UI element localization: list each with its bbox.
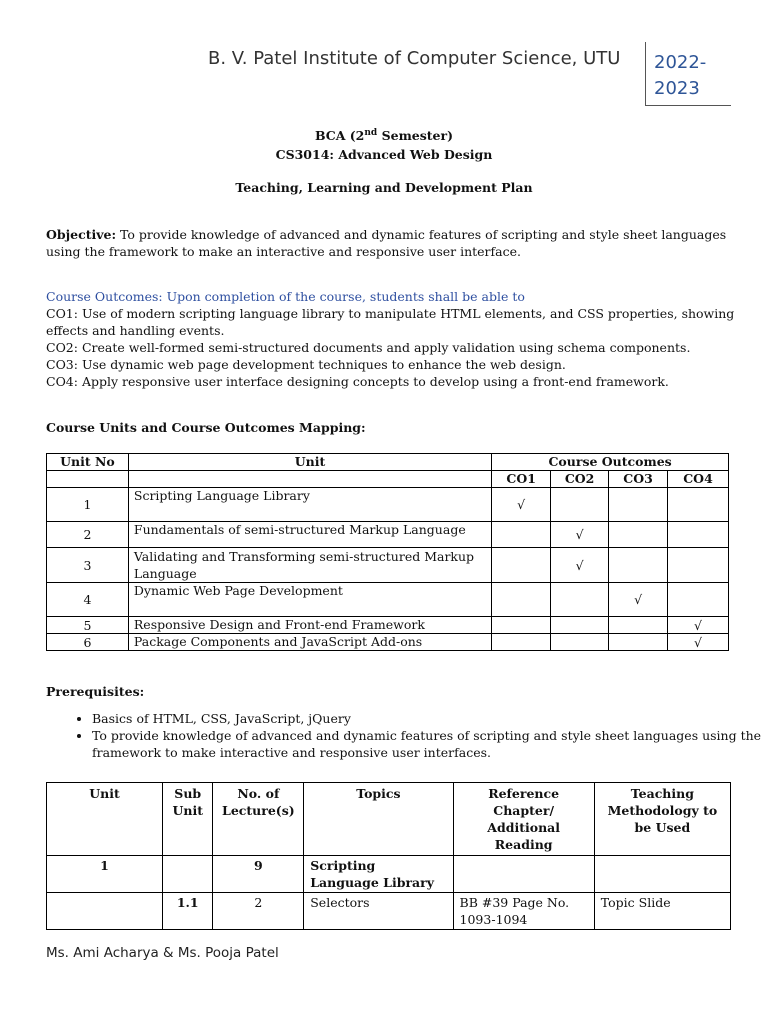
unit-cell: 1: [47, 856, 163, 893]
outcome-item: CO2: Create well-formed semi-structured documents and apply validation using schema components.: [46, 340, 691, 355]
check-mark: √: [551, 548, 609, 583]
header-unit: Unit: [47, 783, 163, 856]
header-methodology: Teaching Methodology to be Used: [594, 783, 730, 856]
header-unit-no: Unit No: [47, 454, 129, 471]
table-row: [47, 634, 729, 651]
table-row: [47, 617, 729, 634]
methodology-cell: Topic Slide: [594, 893, 730, 930]
outcomes-intro: Course Outcomes: Upon completion of the course, students shall be able to: [46, 289, 525, 304]
header-co4: CO4: [668, 471, 729, 488]
sub-unit-cell: 1.1: [163, 893, 213, 930]
program-title: BCA (2nd Semester): [314, 128, 454, 144]
unit-name: Fundamentals of semi-structured Markup Language: [128, 522, 491, 548]
unit-cell: [47, 893, 163, 930]
footer-authors: Ms. Ami Acharya & Ms. Pooja Patel: [46, 945, 279, 961]
table-row: [47, 522, 729, 548]
unit-no: 1: [47, 488, 129, 522]
unit-name: Dynamic Web Page Development: [128, 583, 491, 617]
unit-no: 3: [47, 548, 129, 583]
unit-name: Package Components and JavaScript Add-ons: [128, 634, 491, 651]
objective: [46, 226, 736, 260]
outcome-item: CO3: Use dynamic web page development techniques to enhance the web design.: [46, 357, 566, 372]
lectures-cell: 9: [213, 856, 304, 893]
check-mark: √: [668, 634, 729, 651]
header-divider-horizontal: [645, 105, 731, 106]
table-row: [47, 856, 731, 893]
unit-no: 6: [47, 634, 129, 651]
topic-cell: Selectors: [304, 893, 453, 930]
header-reference: Reference Chapter/ Additional Reading: [453, 783, 594, 856]
academic-year: [654, 50, 714, 102]
check-mark: √: [492, 488, 551, 522]
unit-no: 2: [47, 522, 129, 548]
unit-no: 5: [47, 617, 129, 634]
course-code-title: CS3014: Advanced Web Design: [275, 147, 493, 162]
course-outcomes: [46, 288, 736, 390]
objective-text: To provide knowledge of advanced and dynamic features of scripting and style sheet languages using the framework to make an interactive and responsive user interface.: [46, 227, 727, 259]
methodology-cell: [594, 856, 730, 893]
outcome-item: CO1: Use of modern scripting language library to manipulate HTML elements, and CSS properties, showing effects and handling events.: [46, 306, 735, 338]
lectures-cell: 2: [213, 893, 304, 930]
mapping-heading: Course Units and Course Outcomes Mapping:: [46, 420, 366, 435]
unit-name: Responsive Design and Front-end Framework: [128, 617, 491, 634]
outcomes-mapping-table: [46, 453, 729, 651]
unit-no: 4: [47, 583, 129, 617]
check-mark: √: [551, 522, 609, 548]
table-row: [47, 488, 729, 522]
unit-name: Validating and Transforming semi-structured Markup Language: [128, 548, 491, 583]
table-row: [47, 583, 729, 617]
plan-title: Teaching, Learning and Development Plan: [235, 180, 533, 195]
institute-name: B. V. Patel Institute of Computer Science, UTU: [208, 48, 621, 69]
table-row: [47, 893, 731, 930]
check-mark: √: [668, 617, 729, 634]
academic-year-line1: 2022-: [654, 52, 707, 73]
reference-cell: [453, 856, 594, 893]
sub-unit-cell: [163, 856, 213, 893]
header-topics: Topics: [304, 783, 453, 856]
outcome-item: CO4: Apply responsive user interface designing concepts to develop using a front-end framework.: [46, 374, 669, 389]
table-row: [47, 548, 729, 583]
academic-year-line2: 2023: [654, 78, 700, 99]
header-divider-vertical: [645, 42, 646, 106]
header-co3: CO3: [609, 471, 668, 488]
header-co1: CO1: [492, 471, 551, 488]
check-mark: √: [609, 583, 668, 617]
topic-cell: Scripting Language Library: [304, 856, 453, 893]
header-sub-unit: Sub Unit: [163, 783, 213, 856]
header-unit: Unit: [128, 454, 491, 471]
list-item: • To provide knowledge of advanced and dynamic features of scripting and style sheet languages using the framework to make interactive and responsive user interfaces.: [92, 727, 768, 761]
teaching-plan-table: [46, 782, 731, 930]
header-course-outcomes: Course Outcomes: [492, 454, 729, 471]
prerequisites-heading: Prerequisites:: [46, 684, 145, 699]
reference-cell: BB #39 Page No. 1093-1094: [453, 893, 594, 930]
header-lectures: No. of Lecture(s): [213, 783, 304, 856]
header-co2: CO2: [551, 471, 609, 488]
list-item: • Basics of HTML, CSS, JavaScript, jQuery: [92, 710, 768, 727]
prerequisites-list: [46, 710, 768, 761]
unit-name: Scripting Language Library: [128, 488, 491, 522]
objective-label: Objective:: [46, 227, 117, 242]
